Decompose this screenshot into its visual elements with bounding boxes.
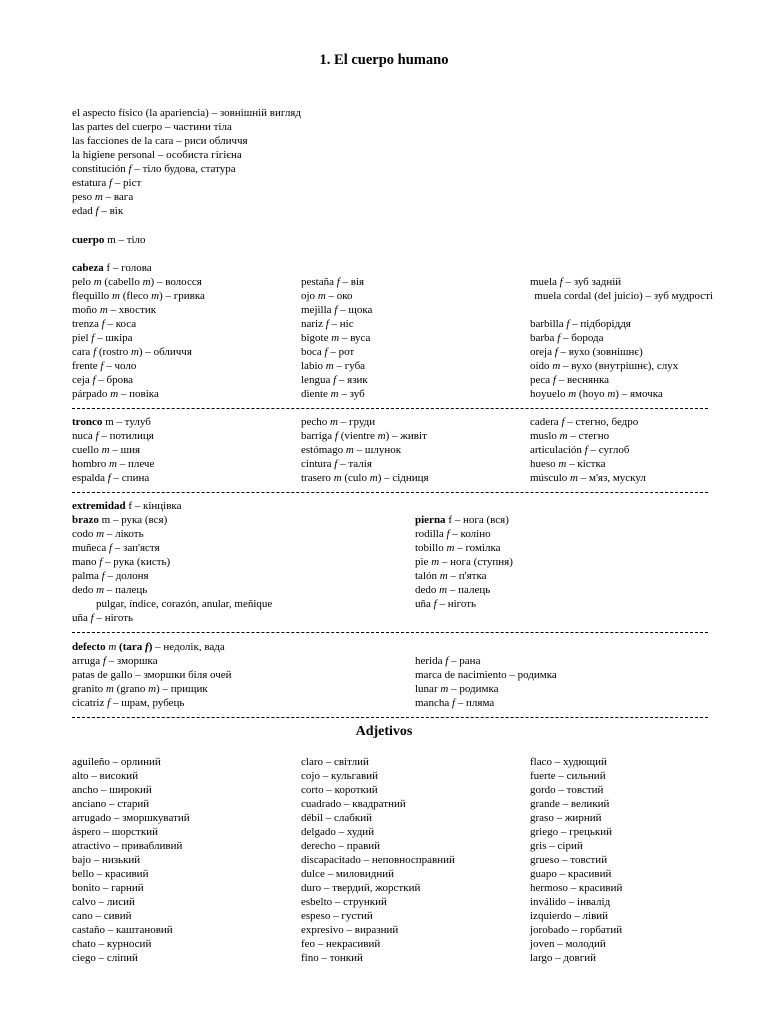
adjective-item: arrugado – зморшкуватий — [72, 812, 190, 824]
adjective-item: inválido – інвалід — [530, 896, 611, 908]
vocab-item: diente m – зуб — [301, 388, 365, 400]
vocab-item: músculo m – м'яз, мускул — [530, 472, 646, 484]
vocab-item: ojo m – око — [301, 290, 353, 302]
adjective-item: calvo – лисий — [72, 896, 135, 908]
vocab-item: moño m – хвостик — [72, 304, 157, 316]
adjective-item: grande – великий — [530, 798, 610, 810]
vocab-item: mano f – рука (кисть) — [72, 556, 171, 568]
adjective-item: jorobado – горбатий — [530, 924, 623, 936]
adjective-item: gordo – товстий — [530, 784, 604, 796]
intro-line: estatura f – ріст — [72, 177, 142, 189]
adjective-item: bello – красивий — [72, 868, 149, 880]
vocab-item: peca f – веснянка — [530, 374, 610, 386]
vocab-item: labio m – губа — [301, 360, 366, 372]
vocab-item: tobillo m – гомілка — [415, 542, 501, 554]
vocab-item: pie m – нога (ступня) — [415, 556, 513, 568]
vocab-item: cintura f – талія — [301, 458, 372, 470]
vocab-item: codo m – лікоть — [72, 528, 144, 540]
adjective-item: largo – довгий — [530, 952, 596, 964]
section-divider — [72, 632, 708, 633]
page-title: 1. El cuerpo humano — [319, 52, 449, 68]
adjective-item: hermoso – красивий — [530, 882, 623, 894]
vocab-item: lunar m – родимка — [415, 683, 499, 695]
adjective-item: expresivo – виразний — [301, 924, 399, 936]
vocab-item: boca f – рот — [301, 346, 355, 358]
vocab-item: piel f – шкіра — [72, 332, 133, 344]
adjective-item: graso – жирний — [530, 812, 602, 824]
adjective-item: joven – молодий — [530, 938, 606, 950]
vocab-item: oreja f – вухо (зовнішнє) — [530, 346, 643, 358]
adjective-item: claro – світлий — [301, 756, 369, 768]
adjective-item: fino – тонкий — [301, 952, 363, 964]
adjective-item: alto – високий — [72, 770, 139, 782]
adjective-item: débil – слабкий — [301, 812, 372, 824]
vocab-item: uña f – ніготь — [72, 612, 134, 624]
adjective-item: izquierdo – лівий — [530, 910, 609, 922]
finger-names: pulgar, índice, corazón, anular, meñique — [96, 598, 273, 610]
adjective-item: cano – сивий — [72, 910, 132, 922]
tronco-heading: tronco m – тулуб — [72, 416, 151, 428]
adjective-item: feo – некрасивий — [301, 938, 381, 950]
vocab-item: trenza f – коса — [72, 318, 137, 330]
adjective-item: ciego – сліпий — [72, 952, 138, 964]
adjective-item: flaco – худющий — [530, 756, 607, 768]
vocab-item: barriga f (vientre m) – живіт — [301, 430, 427, 442]
section-divider — [72, 408, 708, 409]
vocab-item: frente f – чоло — [72, 360, 137, 372]
vocab-item: muslo m – стегно — [530, 430, 610, 442]
vocab-item: marca de nacimiento – родимка — [415, 669, 557, 681]
vocab-item: pecho m – груди — [301, 416, 376, 428]
adjective-item: chato – курносий — [72, 938, 152, 950]
vocab-item: espalda f – спина — [72, 472, 150, 484]
adjective-item: discapacitado – неповносправний — [301, 854, 455, 866]
vocab-item: trasero m (culo m) – сідниця — [301, 472, 429, 484]
adjective-item: áspero – шорсткий — [72, 826, 158, 838]
intro-line: el aspecto físico (la apariencia) – зовнішній вигляд — [72, 107, 301, 119]
vocab-item: herida f – рана — [415, 655, 481, 667]
adjective-item: esbelto – стрункий — [301, 896, 387, 908]
vocab-item: articulación f – суглоб — [530, 444, 630, 456]
section-divider — [72, 492, 708, 493]
defecto-heading: defecto m (tara f) – недолік, вада — [72, 641, 225, 653]
adjective-item: bajo – низький — [72, 854, 141, 866]
vocab-item: patas de gallo – зморшки біля очей — [72, 669, 232, 681]
section-divider — [72, 717, 708, 718]
brazo-heading: brazo m – рука (вся) — [72, 514, 168, 526]
vocab-item: hoyuelo m (hoyo m) – ямочка — [530, 388, 663, 400]
vocab-item: dedo m – палець — [415, 584, 491, 596]
vocab-item: cuello m – шия — [72, 444, 141, 456]
adjective-item: corto – короткий — [301, 784, 378, 796]
adjective-item: griego – грецький — [530, 826, 613, 838]
vocab-item: dedo m – палець — [72, 584, 148, 596]
intro-line: las facciones de la cara – риси обличчя — [72, 135, 248, 147]
vocab-item: arruga f – зморшка — [72, 655, 158, 667]
vocab-item: barba f – борода — [530, 332, 604, 344]
vocab-item: pelo m (cabello m) – волосся — [72, 276, 202, 288]
vocab-item: barbilla f – підборіддя — [530, 318, 631, 330]
pierna-heading: pierna f – нога (вся) — [415, 514, 509, 526]
vocab-item: bigote m – вуса — [301, 332, 371, 344]
vocab-item: muñeca f – зап'ястя — [72, 542, 160, 554]
vocab-item: lengua f – язик — [301, 374, 368, 386]
vocab-item: uña f – ніготь — [415, 598, 477, 610]
vocab-item: estómago m – шлунок — [301, 444, 402, 456]
adjective-item: gris – сірий — [530, 840, 583, 852]
vocab-item: hombro m – плече — [72, 458, 155, 470]
adjective-item: dulce – миловидний — [301, 868, 394, 880]
intro-line: constitución f – тіло будова, статура — [72, 163, 236, 175]
intro-line: peso m – вага — [72, 191, 134, 203]
adjective-item: cuadrado – квадратний — [301, 798, 406, 810]
adjective-item: atractivo – привабливий — [72, 840, 183, 852]
vocab-item: flequillo m (fleco m) – гривка — [72, 290, 205, 302]
adjective-item: ancho – широкий — [72, 784, 152, 796]
vocab-item: muela cordal (del juicio) – зуб мудрості — [534, 290, 713, 302]
vocab-item: nuca f – потилиця — [72, 430, 154, 442]
vocab-item: oído m – вухо (внутрішнє), слух — [530, 360, 679, 372]
intro-line: edad f – вік — [72, 205, 124, 217]
adjective-item: delgado – худий — [301, 826, 375, 838]
vocab-item: nariz f – ніс — [301, 318, 354, 330]
adjective-item: duro – твердий, жорсткий — [301, 882, 421, 894]
cuerpo-heading: cuerpo m – тіло — [72, 234, 146, 246]
adjective-item: derecho – правий — [301, 840, 381, 852]
adjective-item: bonito – гарний — [72, 882, 144, 894]
vocab-item: rodilla f – коліно — [415, 528, 491, 540]
adjective-item: guapo – красивий — [530, 868, 612, 880]
adjective-item: fuerte – сильний — [530, 770, 606, 782]
adjetivos-title: Adjetivos — [355, 724, 413, 739]
adjective-item: anciano – старий — [72, 798, 150, 810]
vocab-item: palma f – долоня — [72, 570, 149, 582]
cabeza-heading: cabeza f – голова — [72, 262, 152, 274]
adjective-item: aguileño – орлиний — [72, 756, 161, 768]
intro-line: las partes del cuerpo – частини тіла — [72, 121, 232, 133]
adjective-item: espeso – густий — [301, 910, 373, 922]
vocab-item: muela f – зуб задній — [530, 276, 622, 288]
intro-line: la higiene personal – особиста гігієна — [72, 149, 242, 161]
adjective-item: castaño – каштановий — [72, 924, 173, 936]
adjective-item: cojo – кульгавий — [301, 770, 379, 782]
adjective-item: grueso – товстий — [530, 854, 608, 866]
vocab-item: granito m (grano m) – прищик — [72, 683, 208, 695]
vocab-item: hueso m – кістка — [530, 458, 606, 470]
vocab-item: pestaña f – вія — [301, 276, 365, 288]
vocab-item: párpado m – повіка — [72, 388, 159, 400]
vocab-item: mejilla f – щока — [301, 304, 373, 316]
vocab-item: ceja f – брова — [72, 374, 134, 386]
vocab-item: cicatriz f – шрам, рубець — [72, 697, 185, 709]
vocab-item: cadera f – стегно, бедро — [530, 416, 639, 428]
vocab-item: talón m – п'ятка — [415, 570, 487, 582]
vocab-item: mancha f – пляма — [415, 697, 495, 709]
vocab-item: cara f (rostro m) – обличчя — [72, 346, 192, 358]
extremidad-heading: extremidad f – кінцівка — [72, 500, 182, 512]
